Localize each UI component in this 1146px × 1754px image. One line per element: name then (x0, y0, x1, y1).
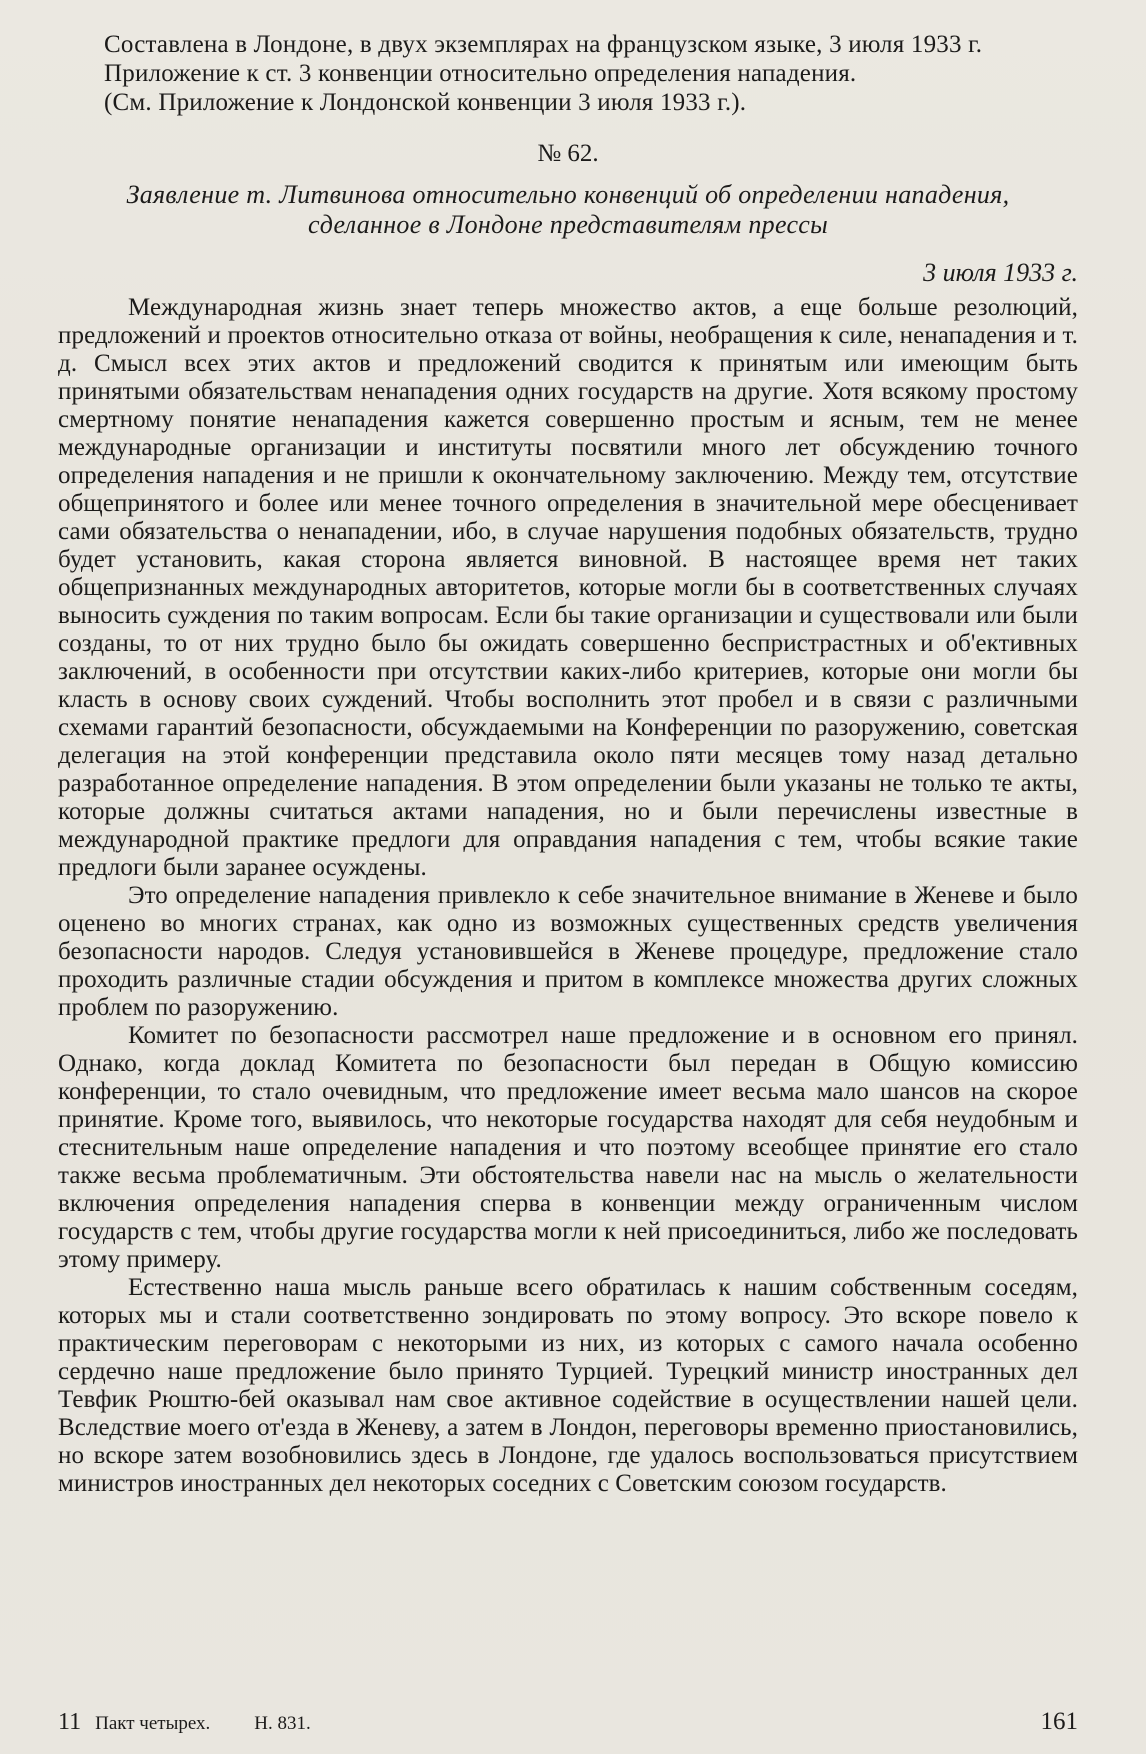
document-date: 3 июля 1933 г. (923, 258, 1078, 287)
signature-number: 11 (58, 1709, 82, 1735)
signature-title: Пакт четырех. (95, 1713, 211, 1734)
page-content (58, 30, 1078, 1498)
intro-line-1: Составлена в Лондоне, в двух экземплярах на французском языке, 3 июля 1933 г. (104, 31, 983, 58)
page-footer (58, 1705, 1078, 1739)
body-paragraph-3: Комитет по безопасности рассмотрел наше предложение и в основном его принял. Однако, когда доклад Комитета по безопасности был передан в Общую комиссию конференции, то стало очевидным, что предложение имеет весьма мало шансов на скорое принятие. Кроме того, выявилось, что некоторые государства находят для себя неудобным и стеснительным наше определение нападения и что поэтому всеобщее принятие его стало также весьма проблематичным. Эти обстоятельства навели нас на мысль о желательности включения определения нападения сперва в конвенции между ограниченным числом государств с тем, чтобы другие государства могли к ней присоединиться, либо же последовать этому примеру. (58, 1022, 1078, 1273)
document-title-line-2: сделанное в Лондоне представителям прессы (307, 210, 829, 239)
body-paragraph-4: Естественно наша мысль раньше всего обратилась к нашим собственным соседям, которых мы и стали соответственно зондировать по этому вопросу. Это вскоре повело к практическим переговорам с некоторыми из них, из которых с самого начала особенно сердечно наше предложение было принято Турцией. Турецкий министр иностранных дел Тевфик Рюштю-бей оказывал нам свое активное содействие в осуществлении нашей цели. Вследствие моего от'езда в Женеву, а затем в Лондон, переговоры временно приостановились, но вскоре затем возобновились здесь в Лондоне, где удалось воспользоваться присутствием министров иностранных дел некоторых соседних с Советским союзом государств. (58, 1274, 1078, 1497)
printer-signature (58, 1705, 311, 1741)
intro-line-3: (См. Приложение к Лондонской конвенции 3 июля 1933 г.). (104, 89, 747, 116)
body-paragraph-1: Международная жизнь знает теперь множество актов, а еще больше резолюций, предложений и проектов относительно отказа от войны, необращения к силе, ненападения и т. д. Смысл всех этих актов и предложений сводится к принятым или имеющим быть принятыми обязательствам ненападения одних государств на другие. Хотя всякому простому смертному понятие ненападения кажется совершенно простым и ясным, тем не менее международные организации и институты посвятили много лет обсуждению точного определения нападения и не пришли к окончательному заключению. Между тем, отсутствие общепринятого и более или менее точного определения в значительной мере обесценивает сами обязательства о ненападении, ибо, в случае нарушения подобных обязательств, трудно будет установить, какая сторона является виновной. В настоящее время нет таких общепризнанных международных авторитетов, которые могли бы в соответственных случаях выносить суждения по таким вопросам. Если бы такие организации и существовали или были созданы, то от них трудно было бы ожидать совершенно беспристрастных и об'ективных заключений, в особенности при отсутствии каких-либо критериев, которые они могли бы класть в основу своих суждений. Чтобы восполнить этот пробел и в связи с различными схемами гарантий безопасности, обсуждаемыми на Конференции по разоружению, советская делегация на этой конференции представила около пяти месяцев тому назад детально разработанное определение нападения. В этом определении были указаны не только те акты, которые должны считаться актами нападения, но и были перечислены известные в международной практике предлоги для оправдания нападения с тем, чтобы всякие такие предлоги были заранее осуждены. (58, 294, 1078, 881)
document-number: № 62. (537, 140, 599, 167)
body-paragraph-2: Это определение нападения привлекло к себе значительное внимание в Женеве и было оценено во многих странах, как одно из возможных существенных средств увеличения безопасности народов. Следуя установившейся в Женеве процедуре, предложение стало проходить различные стадии обсуждения и притом в комплексе множества других сложных проблем по разоружению. (58, 882, 1078, 1021)
intro-line-2: Приложение к ст. 3 конвенции относительно определения нападения. (104, 60, 857, 87)
document-title-line-1: Заявление т. Литвинова относительно конвенций об определении нападения, (126, 180, 1010, 209)
page-number: 161 (1040, 1708, 1078, 1735)
order-number: Н. 831. (254, 1713, 311, 1734)
